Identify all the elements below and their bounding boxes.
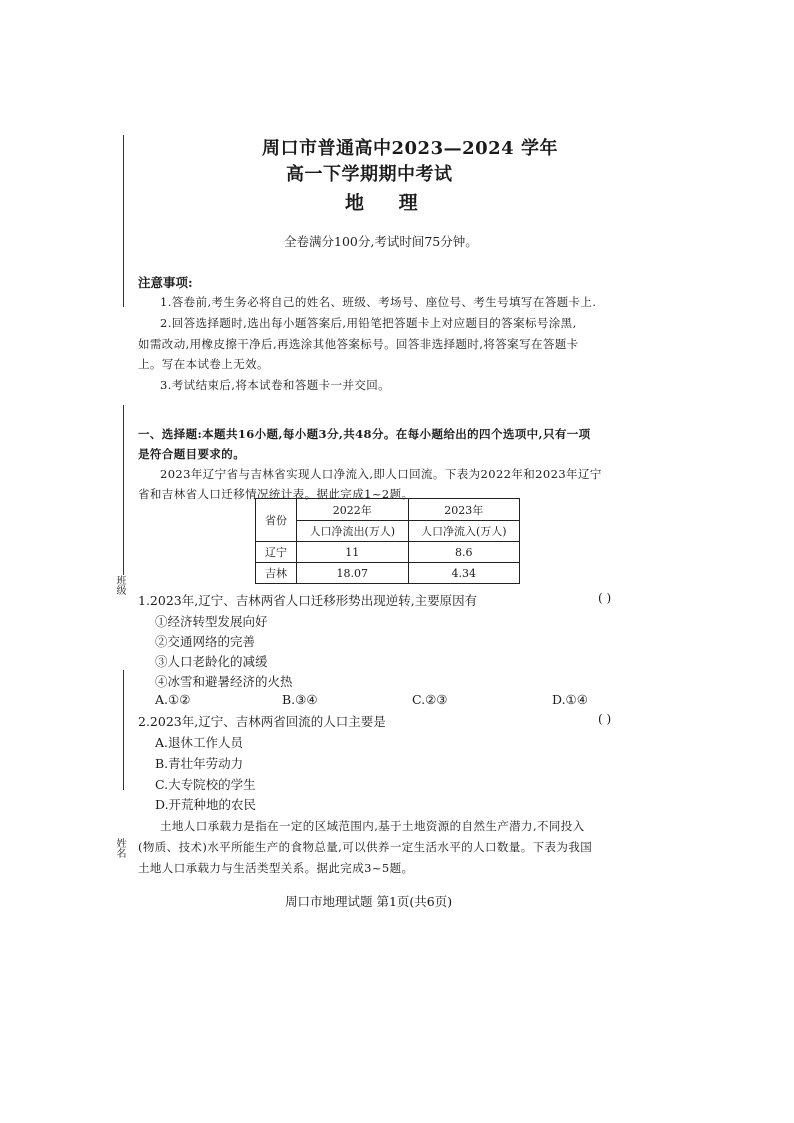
- migration-table: [255, 498, 520, 584]
- section-heading-cont: 是符合题目要求的。: [138, 447, 246, 461]
- table-cell: 4.34: [408, 563, 520, 584]
- question-2-stem: 2.2023年,辽宁、吉林两省回流的人口主要是: [138, 714, 386, 729]
- passage-intro-cont: 省和吉林省人口迁移情况统计表。据此完成1~2题。: [138, 487, 414, 501]
- table-cell: 8.6: [408, 542, 520, 563]
- question-2-answer-paren: ( ): [598, 712, 612, 726]
- question-1-answer-paren: ( ): [598, 591, 612, 605]
- subject-title: 地 理: [345, 192, 432, 214]
- table-subheader-2023: 人口净流入(万人): [408, 521, 520, 542]
- question-1-option-c: C.②③: [412, 692, 448, 707]
- table-cell: 吉林: [256, 563, 297, 584]
- question-2-option-d: D.开荒种地的农民: [155, 797, 257, 812]
- table-header-2022: 2022年: [297, 499, 409, 521]
- binding-line: [123, 135, 124, 307]
- question-1-stem: 1.2023年,辽宁、吉林两省人口迁移形势出现逆转,主要原因有: [138, 593, 478, 608]
- question-1-option-d: D.①④: [552, 692, 588, 707]
- notice-item-3: 3.考试结束后,将本试卷和答题卡一并交回。: [160, 378, 391, 392]
- question-2-option-b: B.青壮年劳动力: [155, 756, 244, 771]
- exam-title-line1: 周口市普通高中2023—2024 学年: [262, 138, 558, 159]
- notice-heading: 注意事项:: [138, 275, 193, 290]
- exam-title-line2: 高一下学期期中考试: [286, 164, 453, 185]
- passage-2-line2: (物质、技术)水平所能生产的食物总量,可以供养一定生活水平的人口数量。下表为我国: [138, 840, 593, 854]
- score-info: 全卷满分100分,考试时间75分钟。: [284, 234, 478, 249]
- notice-item-2-cont: 如需改动,用橡皮擦干净后,再选涂其他答案标号。回答非选择题时,将答案写在答题卡: [138, 337, 579, 351]
- table-row: [256, 563, 520, 584]
- margin-label-name: 姓名: [114, 838, 125, 858]
- question-1-item: ③人口老龄化的减缓: [155, 654, 268, 669]
- passage-intro: 2023年辽宁省与吉林省实现人口净流入,即人口回流。下表为2022年和2023年辽宁: [160, 467, 602, 481]
- page-footer: 周口市地理试题 第1页(共6页): [285, 894, 453, 909]
- table-header-2023: 2023年: [408, 499, 520, 521]
- binding-line: [123, 670, 124, 790]
- table-header-province: 省份: [256, 499, 297, 542]
- question-2-option-c: C.大专院校的学生: [155, 777, 256, 792]
- notice-item-2-end: 上。写在本试卷上无效。: [138, 357, 269, 371]
- table-row: [256, 542, 520, 563]
- table-subheader-2022: 人口净流出(万人): [297, 521, 409, 542]
- table-cell: 辽宁: [256, 542, 297, 563]
- table-cell: 18.07: [297, 563, 409, 584]
- question-2-option-a: A.退休工作人员: [155, 735, 244, 750]
- passage-2-line3: 土地人口承载力与生活类型关系。据此完成3~5题。: [138, 861, 414, 875]
- question-1-item: ②交通网络的完善: [155, 634, 256, 649]
- binding-line: [123, 405, 124, 575]
- section-heading: 一、选择题:本题共16小题,每小题3分,共48分。在每小题给出的四个选项中,只有一项: [138, 427, 591, 441]
- question-1-item: ④冰雪和避暑经济的火热: [155, 674, 293, 689]
- question-1-option-a: A.①②: [155, 692, 191, 707]
- question-1-item: ①经济转型发展向好: [155, 614, 268, 629]
- passage-2-line1: 土地人口承载力是指在一定的区域范围内,基于土地资源的自然生产潜力,不同投入: [160, 819, 585, 833]
- margin-label-class: 班级: [114, 575, 125, 595]
- notice-item-2: 2.回答选择题时,选出每小题答案后,用铅笔把答题卡上对应题目的答案标号涂黑,: [160, 316, 577, 330]
- notice-item-1: 1.答卷前,考生务必将自己的姓名、班级、考场号、座位号、考生号填写在答题卡上.: [160, 295, 597, 309]
- question-1-option-b: B.③④: [282, 692, 318, 707]
- table-cell: 11: [297, 542, 409, 563]
